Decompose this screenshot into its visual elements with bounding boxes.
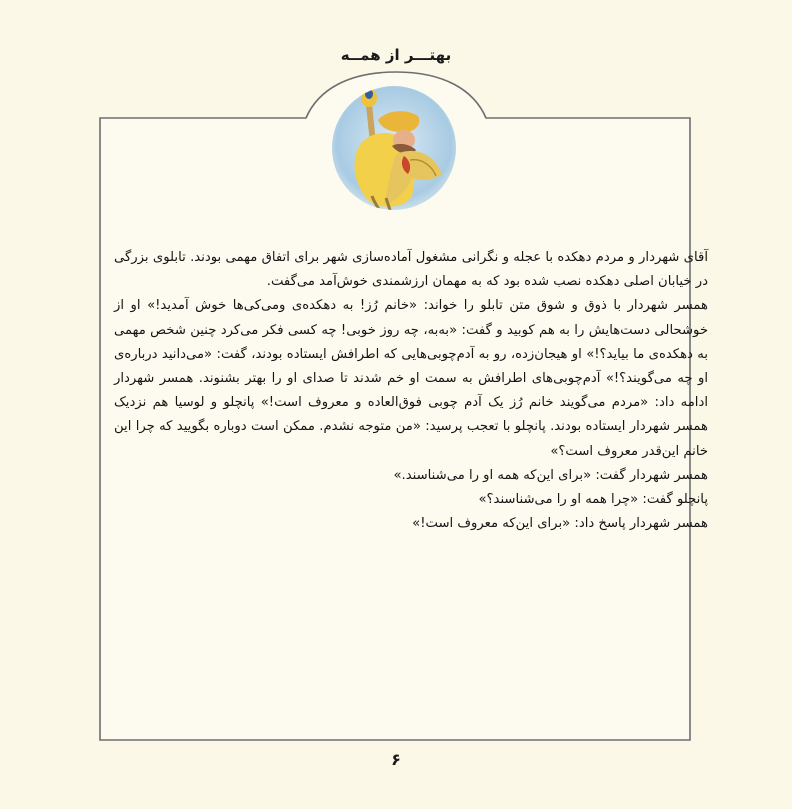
page-number: ۶	[391, 750, 401, 769]
paragraph: همسر شهردار گفت: «برای این‌که همه او را می‌شناسند.»	[393, 467, 708, 483]
story-text	[114, 246, 708, 536]
paragraph: پانچلو گفت: «چرا همه او را می‌شناسند؟»	[478, 492, 708, 508]
book-title-header: بهتـــر از همــه	[340, 46, 452, 64]
paragraph: همسر شهردار با ذوق و شوق متن تابلو را خواند: «خانم رُز! به دهکده‌ی ومی‌کی‌ها خوش آمدید!» او از خوشحالی دست‌هایش را به هم کوبید و گفت: «به‌به، چه روز خوبی! چه کسی فکر می‌کرد چنین شخص مهمی به دهکده‌ی ما بیاید؟!» او هیجان‌زده، رو به آدم‌چوبی‌هایی که اطرافش ایستاده بودند، گفت: «می‌دانید درباره‌ی او چه می‌گویند؟!» آدم‌چوبی‌های اطرافش به سمت او خم شدند تا صدای او را بهتر بشنوند. همسر شهردار ادامه داد: «مردم می‌گویند خانم رُز یک آدم چوبی فوق‌العاده و معروف است!» پانچلو و لوسیا هم نزدیک همسر شهردار ایستاده بودند. پانچلو با تعجب پرسید: «من متوجه نشدم. ممکن است دوباره بگویید که چرا این خانم این‌قدر معروف است؟»	[114, 298, 708, 459]
illustration-puppet	[326, 84, 462, 216]
paragraph: همسر شهردار پاسخ داد: «برای این‌که معروف است!»	[412, 516, 708, 532]
paragraph: آقای شهردار و مردم دهکده با عجله و نگرانی مشغول آماده‌سازی شهر برای اتفاق مهمی بودند. تابلوی بزرگی در خیابان اصلی دهکده نصب شده بود که به مهمان ارزشمندی خوش‌آمد می‌گفت.	[114, 250, 708, 290]
